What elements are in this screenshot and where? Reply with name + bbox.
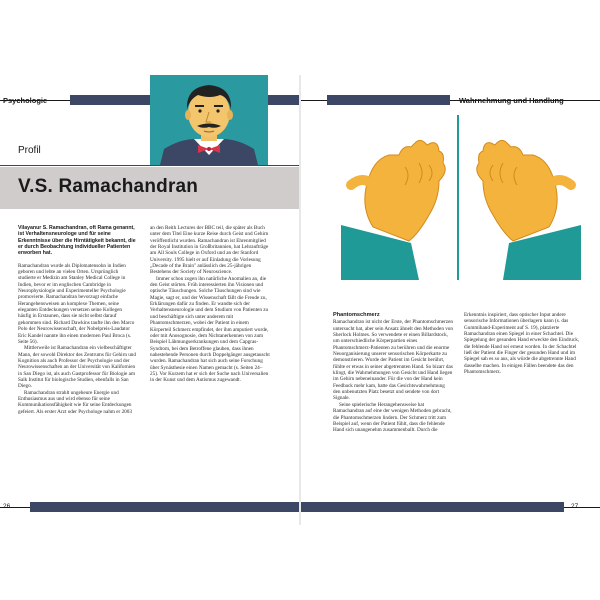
right-footer-tab <box>301 502 564 512</box>
right-page <box>301 75 600 525</box>
section-heading: Phantomschmerz <box>333 312 380 318</box>
page-number: 26 <box>3 503 11 510</box>
right-column-2 <box>464 312 582 375</box>
right-column-1 <box>333 312 453 434</box>
body-paragraph: Ramachandran wurde als Diplomatensohn in Indien geboren und lebte an vielen Orten. Ursprünglich studierte er Medizin am Stanley Medical College in Indien, bevor er im englischen Cambridge in Neurophysiologie und Experimenteller Psychologie promovierte. Ramachandran bevorzugt einfache Herangehensweisen an komplexe Themen, seine eleganten Entdeckungen versetzen seine Kollegen häufig in Erstaunen, dass sie nicht selbst darauf gekommen sind. Richard Dawkins taufte ihn den Marco Polo der Neurowissenschaft, der Nobelpreis-Laudator Eric Kandel nannte ihn einen modernen Paul Broca (s. Seite 56). <box>18 262 135 345</box>
hands-illustration <box>341 115 581 280</box>
left-column-2 <box>150 225 270 384</box>
body-paragraph: Mittlerweile ist Ramachandran ein vielbeschäftigter Mann, der sowohl Direktor des Zentrums für Gehirn und Kognition als auch Professor der Psychologie und der Neurowissenschaften an der Universität von Kalifornien in San Diego ist, als auch Gastprofessor für Biologie am Salk Institut für biologische Studien, ebenfalls in San Diego. <box>18 345 136 390</box>
left-section-label: Psychologie <box>3 96 48 105</box>
body-paragraph: Erkenntnis inspiriert, dass optischer Input andere sensorische Informationen überlagern kann (s. das Gummihand-Experiment auf S. 19), platzierte Ramachandran einen Spiegel in einer Schachtel. Die Spiegelung der gesunden Hand erweckte den Eindruck, die fehlende Hand sei erneut worden. In der Schachtel ließ der Patient die Finger der gesunden Hand und im Spiegel sah es so aus, als würde die abgetrennte Hand dasselbe machen. In einigen Fällen beendete das den Phantomschmerz. <box>464 312 580 376</box>
lead-paragraph: Vilayanur S. Ramachandran, oft Rama genannt, ist Verhaltensneurologe und für seine Erkenntnisse über die Hirntätigkeit bekannt, die er durch Beobachtung individueller Patienten erworben hat. <box>18 225 136 257</box>
left-footer-tab <box>30 502 299 512</box>
left-page <box>0 75 299 525</box>
right-header-tab <box>327 95 450 105</box>
profile-rule <box>0 165 299 166</box>
body-paragraph: an den Reith Lectures der BBC teil, die später als Buch unter dem Titel Eine kurze Reise durch Geist und Gehirn veröffentlicht wurden. Ramachandran ist Ehrenmitglied der Royal Institution in Großbritannien, hat Lehraufträge am All Souls College in Oxford und an der Stanford University. 1995 hielt er auf Einladung die Vorlesung „Decade of the Brain" anlässlich des 25-jährigen Bestehens der Society of Neuroscience. <box>150 225 269 276</box>
portrait-illustration <box>150 75 268 165</box>
body-paragraph: Ramachandran strahlt ungeheure Energie und Enthusiasmus aus und wird ebenso für seine Kommunikationsfähigkeit wie für seine Entdeckungen gefeiert. Als erster Arzt oder Psychologe nahm er 2003 <box>18 389 132 415</box>
body-paragraph: Seine spielerische Herangehensweise hat Ramachandran auf eine der wenigen Methoden gebracht, die Phantomschmerzen lindern. Der Schmerz tritt zum Beispiel auf, wenn der Patient fühlt, dass die fehlende Hand sich unangenehm zusammenballt. Durch die <box>333 401 452 434</box>
body-paragraph: Immer schon zogen ihn natürliche Anomalien an, die den Geist störten. Früh interessierten ihn Visionen und optische Täuschungen. Solche Täuschungen sind wie Magie, sagt er, und der Wissenschaft fällt die Freude zu, Erklärungen dafür zu finden. Er wandte sich der Verhaltensneurologie und dem Studium von Patienten zu und beschäftigte sich unter anderem mit Phantomschmerzen, wobei der Patient in einem Körperteil Schmerz empfindet, der ihm amputiert wurde, oder mit Anosognosie, dem Nichtanerkennen von zum Beispiel Lähmungserkrankungen und dem Capgras-Syndrom, bei dem Betroffene glauben, dass ihnen nahestehende Personen durch Doppelgänger ausgetauscht wurden. Ramachandran hat sich auch seine Forschung über Synästhesie einen Namen gemacht (s. Seiten 24–25). Vor Kurzem hat er sich der Suche nach Universalien in der Kunst und dem Autismus zugewandt. <box>150 275 270 384</box>
profile-label: Profil <box>18 145 41 156</box>
page-number: 27 <box>571 503 579 510</box>
body-paragraph: Ramachandran ist nicht der Erste, der Phantomschmerzen untersucht hat, aber sein Ansatz ähnelt den Methoden von Sherlock Holmes. So verwendete er einen Billardstock, um unterschiedliche Körperpartien eines Phantomschmerz-Patienten zu berühren und die enorme Neuorganisierung unserer sensorischen Körperkarte zu demonstrieren. Wurde der Patient im Gesicht berührt, fühlte er etwas in seiner abgetrennten Hand. So bizarr das klingt, die Wahrnehmungen von Gesicht und Hand liegen im Gehirn nebeneinander. Für die von der Hand kein Feedback mehr kam, hatte das Gesichtswahrnehmung den unbenutzten Platz besetzt und sendete von dort Signale. <box>333 319 453 402</box>
right-section-label: Wahrnehmung und Handlung <box>459 96 564 105</box>
left-column-1 <box>18 225 136 415</box>
page-title: V.S. Ramachandran <box>18 176 199 197</box>
